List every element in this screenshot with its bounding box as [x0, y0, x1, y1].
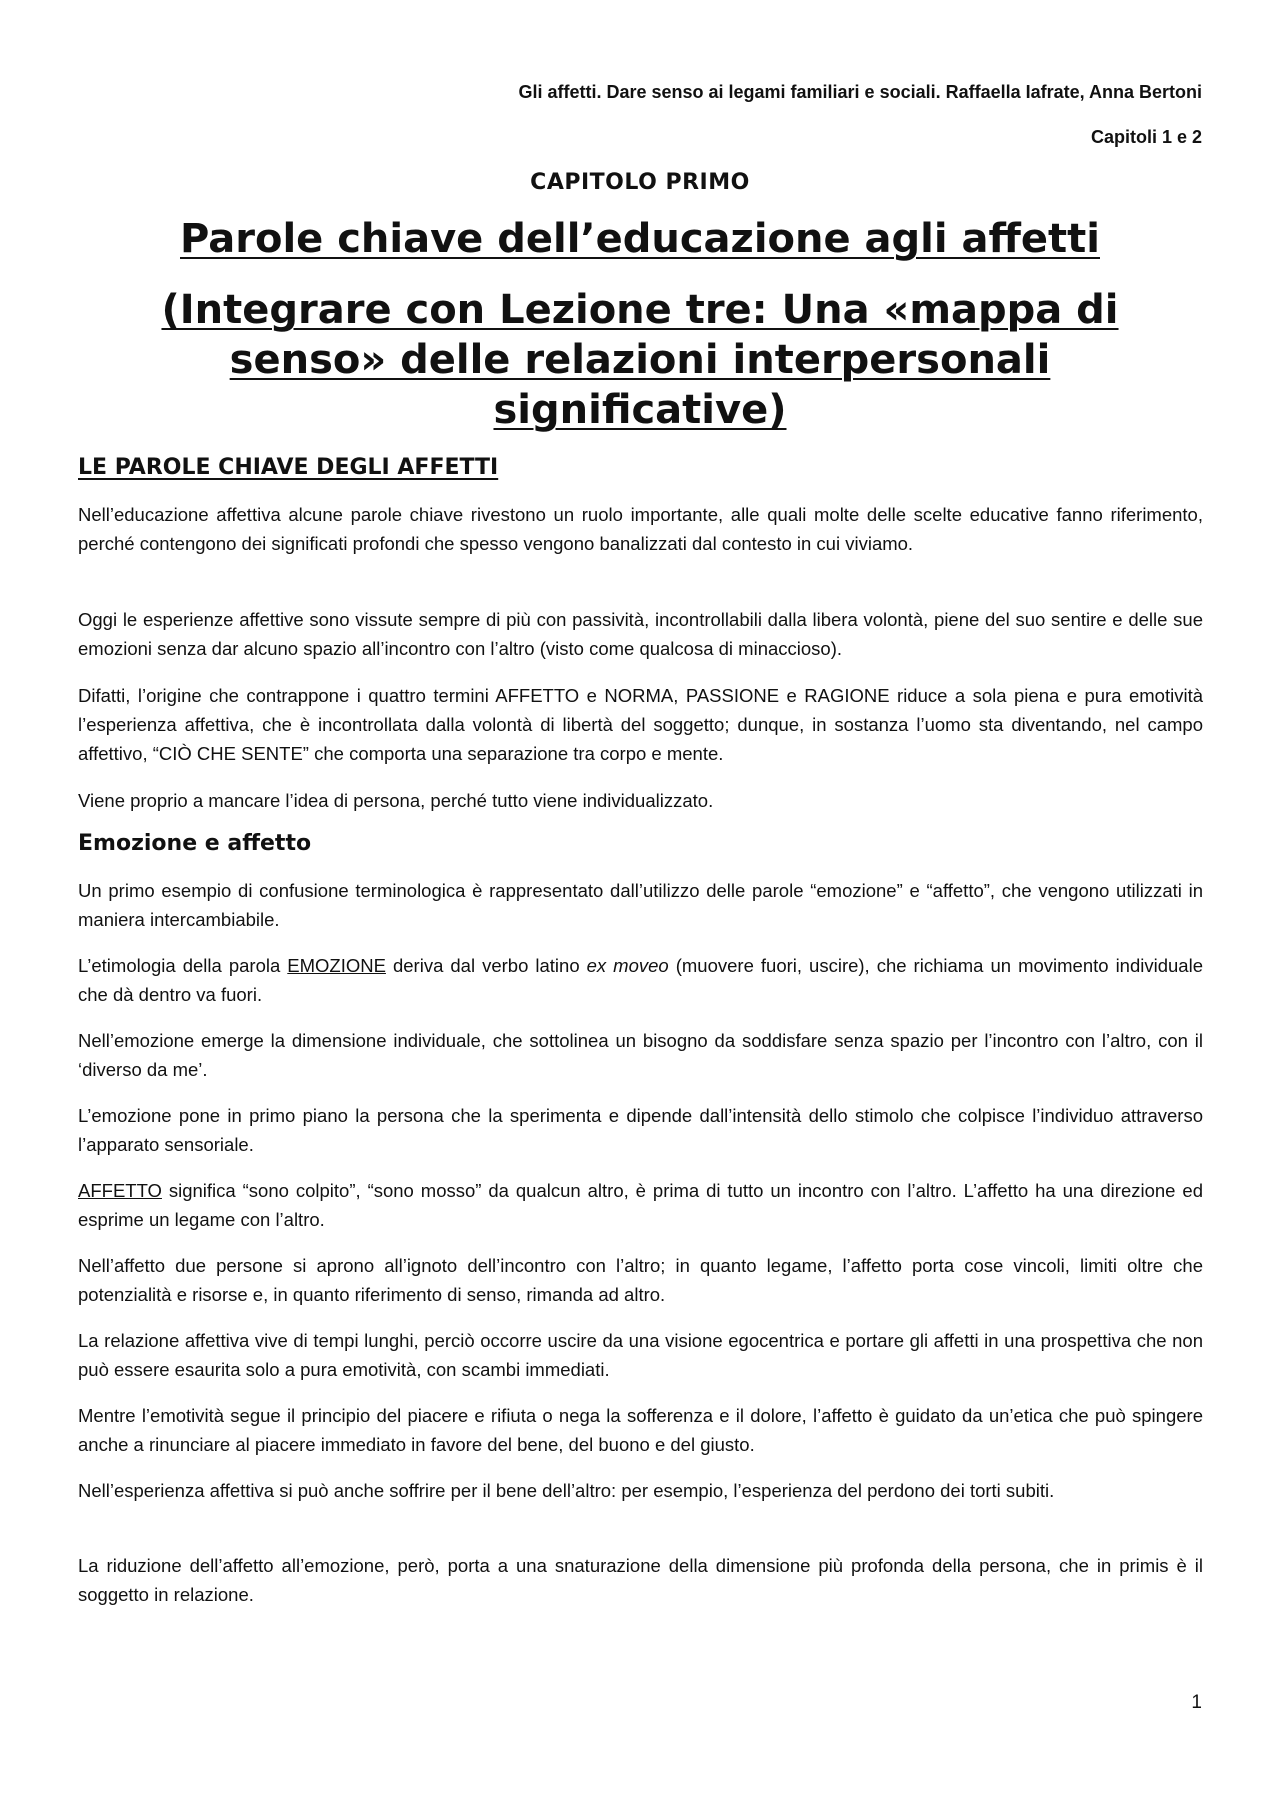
- paragraph: Mentre l’emotività segue il principio del piacere e rifiuta o nega la sofferenza e il dolore, l’affetto è guidato da un’etica che può spingere anche a rinunciare al piacere immediato in favore del bene, del buono e del giusto.: [78, 1405, 1203, 1455]
- header-book-reference: Gli affetti. Dare senso ai legami familiari e sociali. Raffaella Iafrate, Anna Bertoni: [518, 82, 1202, 102]
- term-emozione: EMOZIONE: [287, 955, 386, 976]
- paragraph: Nell’affetto due persone si aprono all’ignoto dell’incontro con l’altro; in quanto legame, l’affetto porta cose vincoli, limiti oltre che potenzialità e risorse e, in quanto riferimento di senso, rimanda ad altro.: [78, 1255, 1203, 1305]
- page-subtitle: (Integrare con Lezione tre: Una «mappa di senso» delle relazioni interpersonali significative): [161, 287, 1119, 433]
- paragraph-affetto: [78, 1176, 1203, 1234]
- paragraph-text: (muovere fuori, uscire), che richiama un movimento individuale che dà dentro va fuori.: [78, 955, 1203, 1005]
- paragraph: Difatti, l’origine che contrappone i quattro termini AFFETTO e NORMA, PASSIONE e RAGIONE riduce a sola piena e pura emotività l’esperienza affettiva, che è incontrollata dalla volontà di libertà del soggetto; dunque, in sostanza l’uomo sta diventando, nel campo affettivo, “CIÒ CHE SENTE” che comporta una separazione tra corpo e mente.: [78, 685, 1203, 764]
- paragraph: Un primo esempio di confusione terminologica è rappresentato dall’utilizzo delle parole “emozione” e “affetto”, che vengono utilizzati in maniera intercambiabile.: [78, 880, 1203, 930]
- paragraph-text: significa “sono colpito”, “sono mosso” da qualcun altro, è prima di tutto un incontro con l’altro. L’affetto ha una direzione ed esprime un legame con l’altro.: [78, 1180, 1203, 1230]
- paragraph-text: deriva dal verbo latino: [385, 955, 587, 976]
- paragraph-etymology: [78, 951, 1203, 1009]
- paragraph: Nell’esperienza affettiva si può anche soffrire per il bene dell’altro: per esempio, l’esperienza del perdono dei torti subiti.: [78, 1480, 1055, 1501]
- header-chapters: Capitoli 1 e 2: [1090, 127, 1202, 147]
- chapter-label: CAPITOLO PRIMO: [530, 170, 750, 195]
- paragraph: Viene proprio a mancare l’idea di persona, perché tutto viene individualizzato.: [78, 790, 714, 811]
- paragraph: L’emozione pone in primo piano la persona che la sperimenta e dipende dall’intensità dello stimolo che colpisce l’individuo attraverso l’apparato sensoriale.: [78, 1105, 1203, 1155]
- paragraph: Nell’educazione affettiva alcune parole chiave rivestono un ruolo importante, alle quali molte delle scelte educative fanno riferimento, perché contengono dei significati profondi che spesso vengono banalizzati dal contesto in cui viviamo.: [78, 504, 1203, 554]
- section-heading: LE PAROLE CHIAVE DEGLI AFFETTI: [78, 455, 499, 480]
- latin-term: ex moveo: [586, 955, 669, 976]
- subsection-heading: Emozione e affetto: [78, 831, 312, 856]
- page-number: 1: [1191, 1692, 1202, 1713]
- paragraph-text: L’etimologia della parola: [78, 955, 288, 976]
- term-affetto: AFFETTO: [78, 1180, 162, 1201]
- paragraph: Nell’emozione emerge la dimensione individuale, che sottolinea un bisogno da soddisfare senza spazio per l’incontro con l’altro, con il ‘diverso da me’.: [78, 1030, 1203, 1080]
- page-title: Parole chiave dell’educazione agli affetti: [180, 216, 1100, 262]
- paragraph: La riduzione dell’affetto all’emozione, però, porta a una snaturazione della dimensione più profonda della persona, che in primis è il soggetto in relazione.: [78, 1555, 1203, 1605]
- paragraph: La relazione affettiva vive di tempi lunghi, perciò occorre uscire da una visione egocentrica e portare gli affetti in una prospettiva che non può essere esaurita solo a pura emotività, con scambi immediati.: [78, 1330, 1203, 1380]
- paragraph: Oggi le esperienze affettive sono vissute sempre di più con passività, incontrollabili dalla libera volontà, piene del suo sentire e delle sue emozioni senza dar alcuno spazio all’incontro con l’altro (visto come qualcosa di minaccioso).: [78, 609, 1203, 659]
